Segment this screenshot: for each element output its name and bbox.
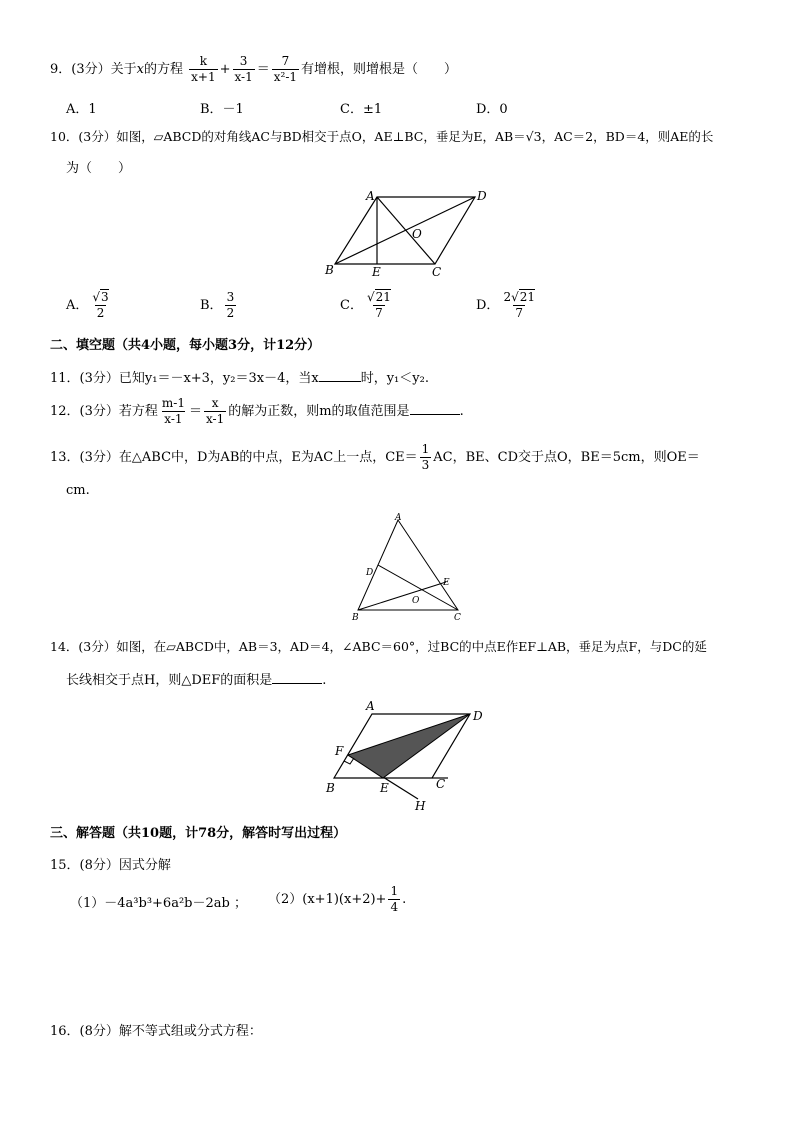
q12-stem: 12．(3分）若方程 $\frac{m-1}{x-1}$ ＝ $\frac{x}{x-1}$ 的解为正数，则m的取值范围是 . xyxy=(50,396,464,426)
q16-title: 16．(8分）解不等式组或分式方程： xyxy=(50,1024,262,1039)
q9-frac-3: $\frac{7}{\text{x²-1}}$ xyxy=(273,54,298,84)
q14-label-e: E xyxy=(380,781,389,795)
q13-label-b: B xyxy=(352,613,359,622)
q14-label-c: C xyxy=(436,777,446,791)
q12-answer-blank[interactable] xyxy=(410,400,460,415)
q15-title: 15．(8分）因式分解 xyxy=(50,858,171,873)
q13-label-e: E xyxy=(443,578,450,588)
q15-part-1: （1）－4a³b³+6a²b－2ab ； xyxy=(70,896,247,911)
q12-frac-2: $\frac{x}{x-1}$ xyxy=(205,396,225,426)
q14-label-f: F xyxy=(335,744,344,758)
q13-frac: $\frac{1}{3}$ xyxy=(421,442,430,472)
q9-stem: 9．(3分）关于x的方程 $\frac{k}{x+1}$ + $\frac{3}{x-1}$ ＝ $\frac{7}{\text{x²-1}}$ 有增根，则增根是（ ） xyxy=(50,54,458,84)
q10-label-b: B xyxy=(325,263,334,277)
q13-stem-line2: cm. xyxy=(66,483,90,498)
q13-label-d: D xyxy=(366,568,374,578)
q13-label-o: O xyxy=(412,596,420,606)
q11-answer-blank[interactable] xyxy=(319,367,361,382)
q13-figure-triangle xyxy=(350,512,466,622)
q10-stem-line1: 10．(3分）如图，▱ABCD的对角线AC与BD相交于点O，AE⊥BC，垂足为E，AB＝√3，AC＝2，BD＝4，则AE的长 xyxy=(50,129,714,144)
q14-label-a: A xyxy=(366,699,375,713)
q14-answer-blank[interactable] xyxy=(272,669,322,684)
q10-figure-parallelogram xyxy=(320,188,490,280)
q10-label-e: E xyxy=(372,265,381,279)
q14-label-b: B xyxy=(326,781,335,795)
q10-option-d: D． $\frac{2√21}{7}$ xyxy=(476,290,536,320)
q10-option-c: C． $\frac{√21}{7}$ xyxy=(340,290,391,320)
q14-stem-line2: 长线相交于点H，则△DEF的面积是 . xyxy=(66,669,326,690)
q13-label-c: C xyxy=(454,613,461,622)
section-3-heading: 三、解答题（共10题，计78分，解答时写出过程） xyxy=(50,826,347,841)
q9-frac-2: $\frac{3}{x-1}$ xyxy=(234,54,253,84)
q10-stem-line2: 为（ ） xyxy=(66,161,132,176)
q10-option-a: A． $\frac{√3}{2}$ xyxy=(66,290,109,320)
q9-option-c: C．±1 xyxy=(340,102,383,117)
q12-frac-1: $\frac{m-1}{x-1}$ xyxy=(161,396,185,426)
q10-option-b: B． $\frac{3}{2}$ xyxy=(200,290,235,320)
q14-label-h: H xyxy=(415,799,426,813)
q15-frac: $\frac{1}{4}$ xyxy=(390,884,399,914)
q10-label-c: C xyxy=(432,265,442,279)
q15-part-2: （2）(x+1)(x+2)+ $\frac{1}{4}$ . xyxy=(268,884,407,914)
q14-stem-line1: 14．(3分）如图，在▱ABCD中，AB＝3，AD＝4，∠ABC＝60°，过BC的中点E作EF⊥AB，垂足为点F，与DC的延 xyxy=(50,639,707,654)
q9-option-b: B．－1 xyxy=(200,102,244,117)
q14-label-d: D xyxy=(473,709,483,723)
q11-stem: 11．(3分）已知y₁＝－x+3，y₂＝3x－4，当x 时，y₁＜y₂. xyxy=(50,367,429,388)
q10-label-a: A xyxy=(366,189,375,203)
q9-frac-1: $\frac{k}{x+1}$ xyxy=(191,54,216,84)
q13-stem: 13．(3分）在△ABC中，D为AB的中点，E为AC上一点，CE＝ $\frac{1}{3}$ AC，BE、CD交于点O，BE＝5cm，则OE＝ xyxy=(50,442,700,472)
q9-option-d: D．0 xyxy=(476,102,508,117)
section-2-heading: 二、填空题（共4小题，每小题3分，计12分） xyxy=(50,338,321,353)
q10-label-o: O xyxy=(412,227,422,241)
q14-figure-parallelogram xyxy=(322,698,492,816)
q10-label-d: D xyxy=(477,189,487,203)
q9-option-a: A．1 xyxy=(66,102,97,117)
q13-label-a: A xyxy=(395,513,402,523)
